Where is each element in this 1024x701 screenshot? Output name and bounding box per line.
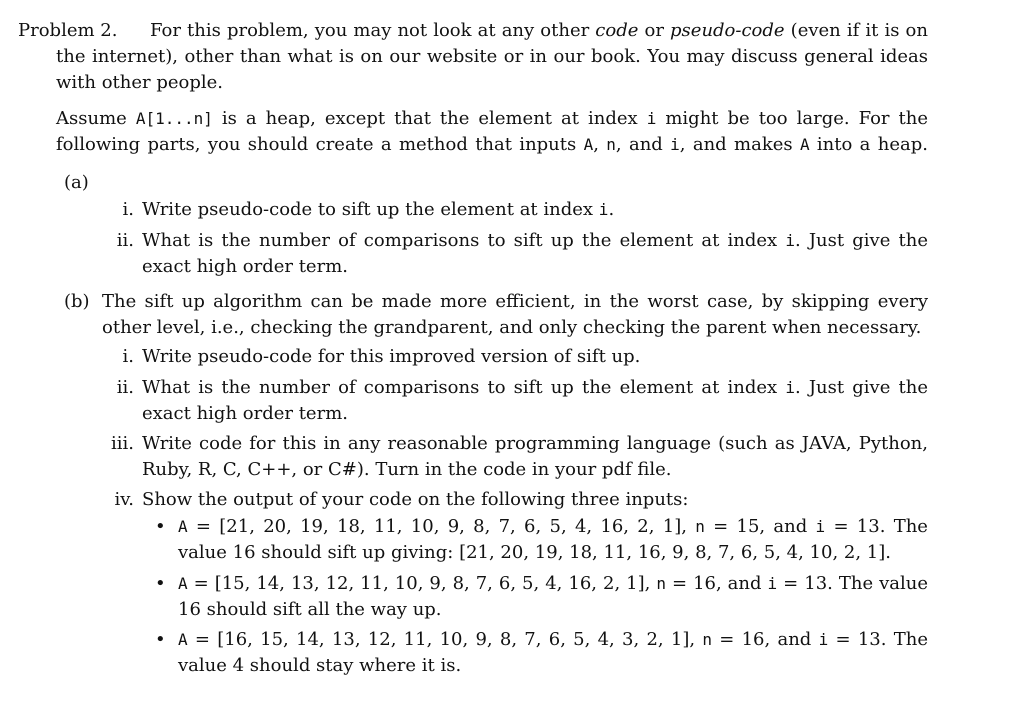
problem-label: Problem 2. bbox=[18, 20, 118, 41]
bullet-dot: • bbox=[155, 629, 166, 650]
part-b-label: (b) bbox=[64, 291, 90, 312]
part-a-label: (a) bbox=[64, 172, 89, 193]
document-page: Problem 2. For this problem, you may not look at any other code or pseudo-code (even if it is on the internet), other than what is on our website or in our book. You may discuss general ideas with other people. Assume A[1...n] is a heap, except that the element at index i might be too large. For the following parts, you should create a method that inputs A, n, and i, and makes A into a heap. (a) i. Write pseudo-code to sift up the element at index i. ii. What is the number of comparisons to sift up the element at index i. Just give the exact high order term. (b) The sift up algorithm can be made more efficient, in the worst case, by skipping every other level, i.e., checking the grandparent, and only checking the parent when necessary. i. Write pseudo-code for this improved version of sift up. ii. What is the number of comparisons to sift up the element at index i. Just give the exact high order term. iii. Write code for this in any reasonable programming language (such as JAVA, Python, Ruby, R, C, C++, or C#). Turn in the code in your pdf file. iv. Show the output of your code on the following three inputs: • A = [21, 20, 19, 18, 11, 10, 9, 8, 7, 6, 5, 4, 16, 2, 1], n = 15, and i = 13. The value 16 should sift up giving: [21, 20, 19, 18, 11, 16, 9, 8, 7, 6, 5, 4, 10, 2, 1]. • A = [15, 14, 13, 12, 11, 10, 9, 8, 7, 6, 5, 4, 16, 2, 1], n = 16, and i = 13. The value 16 should sift all the way up. • A = [16, 15, 14, 13, 12, 11, 10, 9, 8, 7, 6, 5, 4, 3, 2, 1], n = 16, and i = 13. The value 4 should stay where it is. bbox=[18, 20, 929, 676]
bullet-dot: • bbox=[155, 516, 166, 537]
bullet-dot: • bbox=[155, 573, 166, 594]
